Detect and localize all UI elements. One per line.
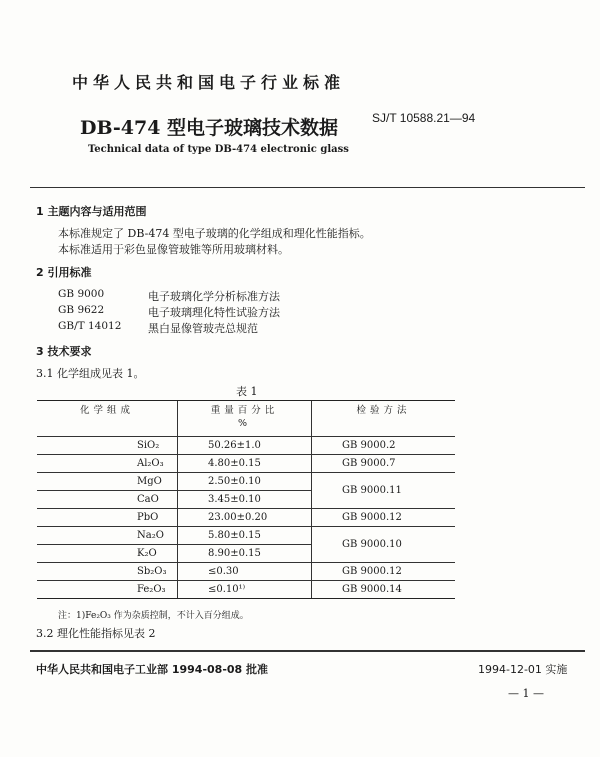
header-weight-percent-label: 重量百分比 (210, 405, 279, 416)
table-row: Fe₂O₃ ≤0.10¹⁾ GB 9000.14 (37, 581, 455, 599)
header-method: 检验方法 (312, 401, 456, 437)
section-3-1: 3.1 化学组成见表 1。 (36, 367, 145, 380)
standard-body: 中华人民共和国电子行业标准 (72, 73, 346, 92)
effective-date: 1994-12-01 实施 (478, 663, 568, 676)
ref-code: GB 9622 (58, 304, 105, 316)
section-3-heading: 3 技术要求 (36, 345, 92, 358)
standard-code: SJ/T 10588.21—94 (372, 111, 476, 125)
table-note: 注：1)Fe₂O₃ 作为杂质控制，不计入百分组成。 (58, 611, 249, 621)
footer-divider (30, 650, 585, 652)
ref-name: 电子玻璃化学分析标准方法 (148, 290, 280, 303)
ref-code: GB 9000 (58, 288, 105, 300)
table-row: PbO 23.00±0.20 GB 9000.12 (37, 509, 455, 527)
ref-code: GB/T 14012 (58, 320, 122, 332)
header-composition: 化学组成 (37, 401, 178, 437)
table-caption: 表 1 (236, 385, 258, 398)
approval-text: 中华人民共和国电子工业部 1994-08-08 批准 (36, 663, 269, 676)
header-weight-percent (178, 401, 312, 437)
table-row: SiO₂ 50.26±1.0 GB 9000.2 (37, 437, 455, 455)
composition-table (37, 400, 455, 599)
section-1-heading: 1 主题内容与适用范围 (36, 205, 147, 218)
table-row: Sb₂O₃ ≤0.30 GB 9000.12 (37, 563, 455, 581)
ref-name: 黑白显像管玻壳总规范 (148, 322, 258, 335)
table-row: Na₂O 5.80±0.15 GB 9000.10 (37, 527, 455, 545)
section-2-heading: 2 引用标准 (36, 266, 92, 279)
ref-name: 电子玻璃理化特性试验方法 (148, 306, 280, 319)
paragraph: 本标准适用于彩色显像管玻锥等所用玻璃材料。 (58, 243, 289, 256)
english-title: Technical data of type DB-474 electronic glass (88, 144, 349, 155)
paragraph: 本标准规定了 DB-474 型电子玻璃的化学组成和理化性能指标。 (58, 227, 371, 240)
table-row: MgO 2.50±0.10 GB 9000.11 (37, 473, 455, 491)
section-3-2: 3.2 理化性能指标见表 2 (36, 627, 156, 640)
header-percent-unit: % (237, 418, 252, 429)
table-row: CaO 3.45±0.10 (37, 491, 455, 509)
table-row: Al₂O₃ 4.80±0.15 GB 9000.7 (37, 455, 455, 473)
header-divider (30, 187, 585, 188)
table-row: K₂O 8.90±0.15 (37, 545, 455, 563)
page-number: — 1 — (508, 687, 544, 700)
document-title: DB-474 型电子玻璃技术数据 (80, 117, 339, 139)
